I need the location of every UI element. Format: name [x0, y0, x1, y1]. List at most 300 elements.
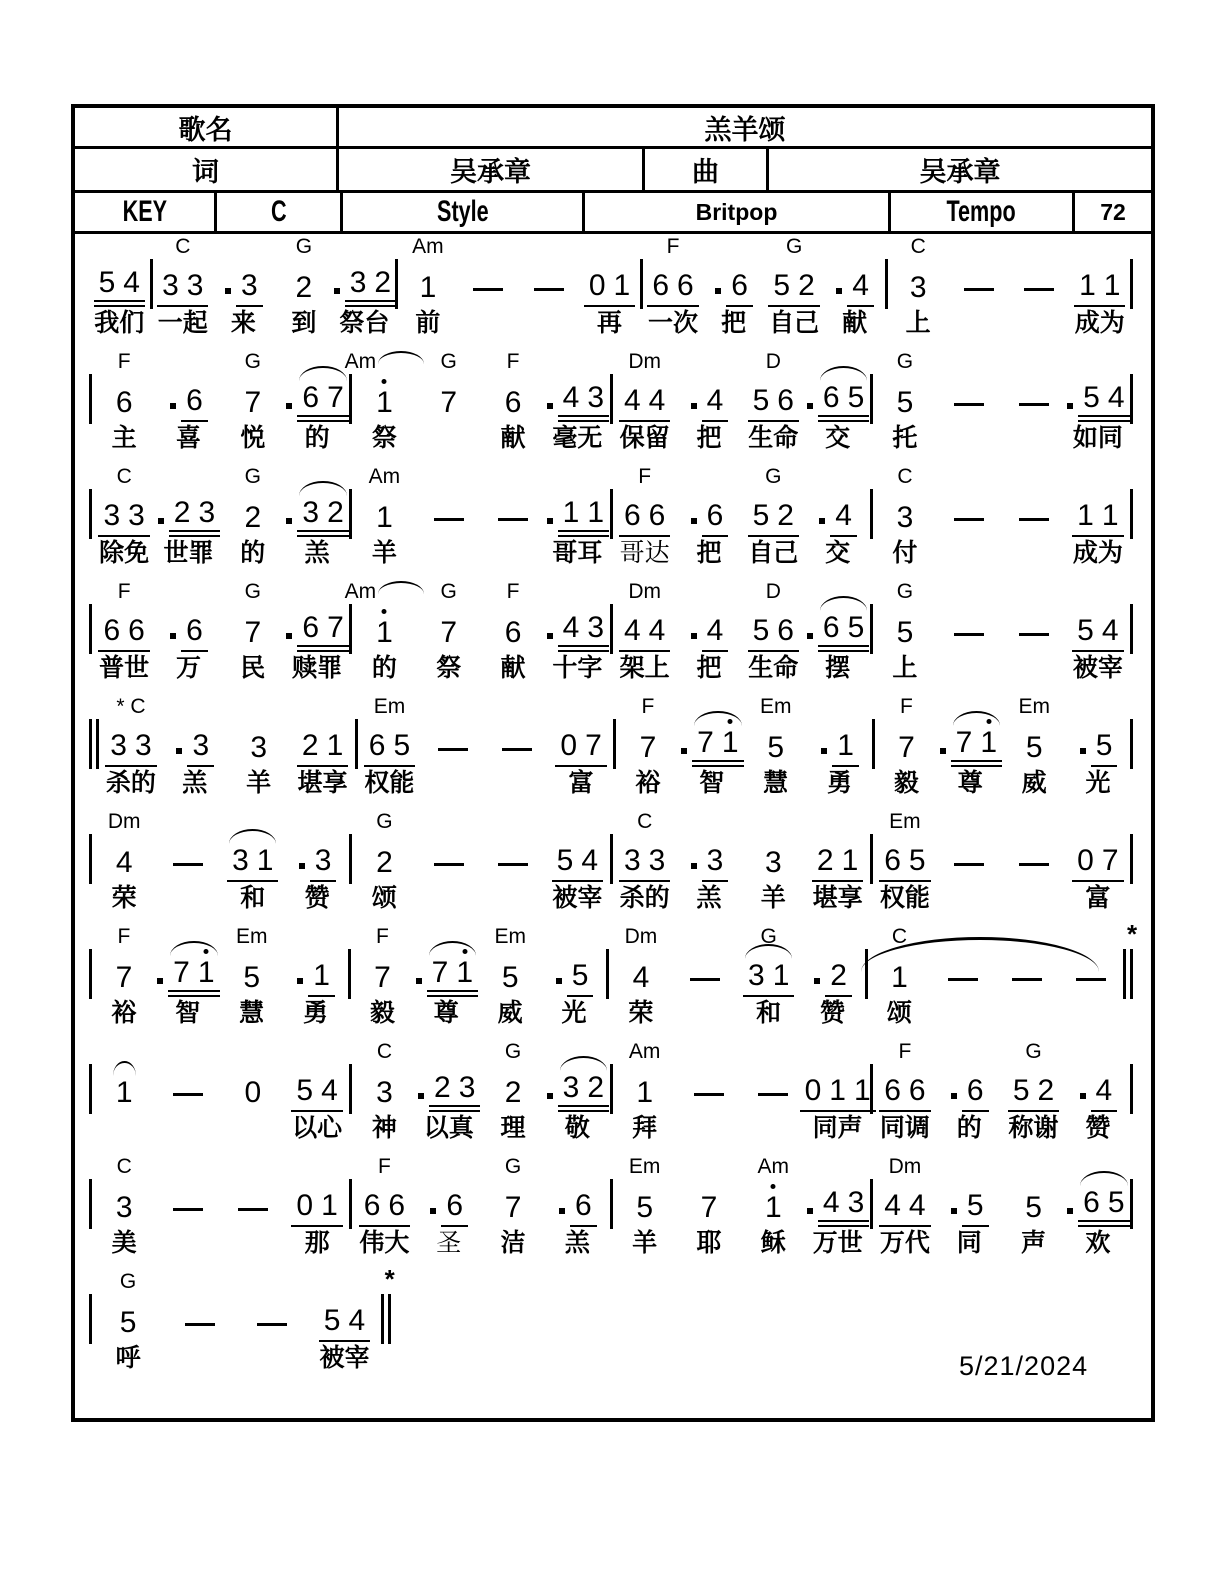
chord-label: [116, 234, 122, 259]
chord-label: Dm: [628, 580, 661, 603]
note-group: [105, 730, 156, 767]
slur-arc: [820, 366, 867, 381]
chord-label: [966, 464, 972, 489]
note-column: [417, 579, 481, 682]
dash-note: [173, 863, 203, 866]
rhythm-dot-icon: [299, 863, 305, 869]
chord-label: G: [1025, 1040, 1042, 1063]
note-row: [111, 1064, 138, 1112]
note-digit: 4: [632, 961, 650, 994]
note-digit: 1: [1079, 269, 1096, 302]
note-digit: 2: [816, 844, 834, 877]
chord-label: [1095, 1039, 1101, 1064]
note-digit: 1: [829, 1074, 846, 1107]
note-column: [1066, 1039, 1130, 1142]
note-group: [181, 615, 208, 652]
note-column: [1066, 809, 1130, 912]
note-group: [94, 267, 145, 307]
note-group: [1072, 615, 1123, 652]
note-group: [825, 960, 852, 997]
note-column: [677, 579, 741, 682]
note-row: [285, 604, 348, 652]
note-group: [291, 1075, 342, 1112]
note-column: [1001, 1039, 1065, 1142]
note-group: [169, 497, 220, 537]
chord-label: F: [117, 350, 131, 373]
chord-label: Em: [889, 810, 921, 833]
note-row: [498, 489, 528, 537]
lyric-text: 上: [905, 309, 931, 337]
note-row: [371, 1064, 398, 1112]
note-digit: 0: [1077, 844, 1094, 877]
lyric-text: 赞: [1085, 1114, 1111, 1142]
note-digit: 3: [198, 496, 216, 529]
lyric-text: [960, 997, 967, 1027]
rhythm-dot-icon: [430, 1208, 436, 1214]
lyric-text: 祭台: [339, 309, 390, 337]
lyric-text: 羔: [304, 539, 330, 567]
chord-label: [966, 809, 972, 834]
note-column: [163, 694, 227, 797]
note-digit: 3: [232, 844, 249, 877]
note-digit: 4: [115, 846, 133, 879]
rhythm-dot-icon: [1080, 748, 1086, 754]
note-column: [805, 809, 869, 912]
lyric-text: 如同: [1072, 424, 1123, 452]
note-column: [677, 809, 741, 912]
note-column: [873, 464, 937, 567]
chord-label: [852, 234, 858, 259]
dash-note: [948, 978, 978, 981]
note-column: [358, 694, 422, 797]
chord-label: [706, 1039, 712, 1064]
note-group: [555, 730, 606, 767]
note-digit: 5: [556, 844, 574, 877]
lyric-text: 万世: [812, 1229, 863, 1257]
note-row: [954, 374, 984, 422]
lyric-text: [966, 882, 973, 912]
note-digit: 5: [773, 269, 791, 302]
note-row: [111, 834, 138, 882]
chord-label: [571, 924, 577, 949]
music-line: [75, 694, 1151, 809]
note-digit: 3: [314, 844, 332, 877]
lyric-text: 堪享: [297, 769, 348, 797]
barline: [381, 1294, 384, 1344]
note-column: [221, 349, 285, 452]
chord-label: C: [637, 810, 653, 833]
note-digit: 2: [376, 846, 393, 879]
chord-label: C: [116, 465, 132, 488]
note-column: [92, 809, 156, 912]
chord-label: F: [117, 925, 131, 948]
note-digit: 3: [302, 496, 320, 529]
note-column: [481, 809, 545, 912]
note-group: [619, 385, 670, 422]
chord-label: G: [896, 580, 914, 603]
rhythm-dot-icon: [418, 1093, 424, 1099]
note-group: [635, 732, 662, 767]
note-column: [805, 349, 869, 452]
note-row: [558, 1179, 597, 1227]
note-digit: 5: [119, 1306, 137, 1339]
lyric-text: [249, 1112, 256, 1142]
note-row: [879, 834, 930, 882]
lyric-text: 荣: [111, 884, 137, 912]
key-label: KEY: [75, 193, 217, 231]
barline: [1130, 834, 1133, 884]
note-row: [748, 374, 799, 422]
note-row: [185, 1294, 215, 1342]
note-digit: 4: [908, 1189, 926, 1222]
note-digit: 6: [186, 614, 203, 647]
lyric-text: 勇: [827, 769, 853, 797]
note-group: [743, 960, 794, 997]
lyric-text: 慧: [763, 769, 789, 797]
note-group: [435, 617, 462, 652]
chord-label: G: [785, 235, 803, 258]
note-digit: 1: [456, 956, 473, 989]
chord-label: [702, 924, 708, 949]
note-row: [680, 719, 743, 767]
note-row: [954, 604, 984, 652]
note-column: [616, 694, 680, 797]
note-group: [892, 617, 919, 652]
dash-note: [758, 1093, 788, 1096]
note-row: [257, 1294, 287, 1342]
note-group: [239, 617, 266, 652]
note-group: [558, 382, 609, 422]
rhythm-dot-icon: [416, 978, 422, 984]
note-digit: 7: [504, 1191, 522, 1224]
note-digit: 4: [1095, 1074, 1113, 1107]
note-row: [157, 489, 220, 537]
note-digit: 2: [374, 266, 392, 299]
chord-label: Em: [1018, 695, 1050, 718]
note-column: [414, 924, 478, 1027]
header-row-meta: [75, 193, 1151, 234]
note-row: [806, 374, 869, 422]
tempo-label: Tempo: [891, 193, 1075, 231]
music-line: [75, 349, 1151, 464]
lyric-text: [485, 307, 492, 337]
chord-label: Am: [345, 579, 425, 604]
note-digit: 7: [700, 1191, 718, 1224]
note-digit: 2: [244, 501, 262, 534]
note-column: [613, 464, 677, 567]
note-digit: 7: [173, 956, 190, 989]
note-row: [111, 949, 138, 997]
note-group: [1020, 1192, 1047, 1227]
lyric-text: 拜: [632, 1114, 658, 1142]
note-column: [213, 234, 274, 337]
note-digit: 1: [764, 1191, 782, 1224]
note-row: [694, 1064, 724, 1112]
note-digit: 4: [648, 614, 666, 647]
rhythm-dot-icon: [940, 748, 946, 754]
note-column: [1066, 464, 1130, 567]
lyric-text: 荣: [628, 999, 654, 1027]
lyric-text: 那: [304, 1229, 330, 1257]
note-digit: 4: [648, 384, 666, 417]
note-row: [371, 834, 398, 882]
note-digit: 6: [706, 499, 724, 532]
chord-label: C: [891, 925, 908, 948]
lyric-text: 普世: [99, 654, 150, 682]
note-digit: 3: [847, 1186, 865, 1219]
rhythm-dot-icon: [547, 633, 553, 639]
note-digit: 5: [501, 961, 519, 994]
note-digit: 4: [321, 1074, 338, 1107]
note-column: [609, 924, 673, 1027]
note-column: [481, 349, 545, 452]
dash-note: [173, 1093, 203, 1096]
rhythm-dot-icon: [821, 748, 827, 754]
slur-arc: [560, 1056, 607, 1071]
dash-note: [498, 863, 528, 866]
note-digit: 2: [434, 1071, 451, 1104]
double-barline: [381, 1264, 395, 1344]
note-digit: 1: [841, 844, 859, 877]
note-group: [832, 730, 859, 767]
note-row: [690, 604, 729, 652]
note-digit: 6: [363, 1189, 381, 1222]
note-column: [613, 1039, 677, 1142]
lyric-text: 架上: [619, 654, 670, 682]
chord-label: Em: [373, 695, 406, 718]
note-row: [434, 489, 464, 537]
note-column: [156, 349, 220, 452]
note-digit: 5: [571, 959, 589, 992]
chord-label: [446, 809, 452, 834]
note-group: [500, 387, 527, 422]
note-digit: 6: [115, 386, 133, 419]
note-column: [92, 924, 156, 1027]
note-group: [818, 612, 869, 652]
note-column: [417, 1039, 481, 1142]
note-column: [1009, 234, 1070, 337]
note-group: [297, 382, 348, 422]
note-digit: 6: [103, 614, 121, 647]
chord-label: [1036, 234, 1042, 259]
lyric-text: 被宰: [319, 1344, 370, 1372]
chord-label: G: [244, 465, 261, 488]
dash-note: [1012, 978, 1042, 981]
lyric-text: 生命: [748, 654, 799, 682]
note-column: [1001, 1154, 1065, 1257]
note-row: [1066, 374, 1129, 422]
lyric-text: 羊: [632, 1229, 658, 1257]
lyric-text: 同: [956, 1229, 982, 1257]
note-row: [173, 1179, 203, 1227]
note-group: [371, 1077, 398, 1112]
note-group: [768, 270, 819, 307]
barline: [1130, 1179, 1133, 1229]
note-column: [873, 349, 937, 452]
note-column: [643, 234, 704, 337]
note-group: [111, 962, 138, 997]
note-row: [950, 1064, 989, 1112]
chord-label: F: [898, 1040, 912, 1063]
note-digit: 7: [244, 616, 262, 649]
note-digit: 1: [115, 1076, 133, 1109]
lyric-text: 生命: [748, 424, 799, 452]
dash-note: [1076, 978, 1106, 981]
note-column: [92, 349, 156, 452]
chord-label: [514, 694, 520, 719]
note-row: [105, 719, 156, 767]
note-row: [169, 604, 208, 652]
note-row: [762, 719, 789, 767]
note-column: [285, 809, 349, 912]
chord-label: G: [295, 235, 313, 258]
note-column: [481, 464, 545, 567]
note-column: [285, 1154, 349, 1257]
note-group: [702, 845, 729, 882]
note-row: [760, 834, 787, 882]
note-digit: 2: [1037, 1074, 1055, 1107]
lyric-text: 一起: [157, 309, 208, 337]
note-column: [153, 234, 214, 337]
note-column: [680, 694, 744, 797]
note-digit: 0: [244, 1076, 262, 1109]
note-row: [285, 489, 348, 537]
note-column: [937, 1039, 1001, 1142]
note-digit: 6: [623, 499, 641, 532]
lyric-text: [249, 1227, 256, 1257]
note-column: [545, 1154, 609, 1257]
dash-note: [434, 863, 464, 866]
chord-label: [578, 694, 584, 719]
lyric-text: 毅: [893, 769, 919, 797]
note-digit: 6: [575, 1189, 592, 1222]
chord-label: F: [506, 580, 520, 603]
rhythm-dot-icon: [170, 403, 176, 409]
note-row: [227, 834, 278, 882]
lyric-text: 羔: [182, 769, 208, 797]
lyric-text: 赞: [820, 999, 846, 1027]
note-column: [417, 809, 481, 912]
note-digit: 0: [560, 729, 578, 762]
note-group: [552, 845, 603, 882]
chord-label: G: [760, 925, 777, 948]
note-column: [937, 349, 1001, 452]
note-group: [227, 845, 278, 882]
note-digit: 3: [587, 381, 605, 414]
lyric-text: [514, 767, 521, 797]
chord-label: [186, 1039, 192, 1064]
note-digit: 5: [896, 616, 914, 649]
lyric-text: 裕: [111, 999, 137, 1027]
slur-arc: [820, 596, 867, 611]
note-column: [481, 1039, 545, 1142]
chord-label: Em: [235, 925, 268, 948]
note-row: [1019, 489, 1049, 537]
note-digit: 4: [348, 1304, 366, 1337]
dash-note: [954, 633, 984, 636]
rhythm-dot-icon: [715, 288, 721, 294]
note-row: [546, 1064, 609, 1112]
note-group: [696, 1192, 723, 1227]
dash-note: [434, 518, 464, 521]
note-group: [800, 1075, 876, 1112]
lyric-text: 羔: [564, 1229, 590, 1257]
note-digit: 5: [1025, 731, 1043, 764]
chord-label: [835, 809, 841, 834]
note-digit: 3: [103, 499, 121, 532]
note-digit: 7: [327, 381, 344, 414]
double-barline: [89, 719, 99, 769]
chord-label: [186, 809, 192, 834]
dash-note: [954, 863, 984, 866]
lyric-text: 民: [240, 654, 266, 682]
note-row: [435, 604, 462, 652]
rhythm-dot-icon: [814, 978, 820, 984]
song-name-label: 歌名: [75, 108, 339, 146]
note-group: [818, 382, 869, 422]
note-column: [285, 1039, 349, 1142]
note-digit: 3: [110, 729, 127, 762]
lyric-text: 呼: [115, 1344, 141, 1372]
dash-note: [238, 1208, 268, 1211]
chord-label: F: [117, 580, 131, 603]
note-digit: 6: [446, 1189, 464, 1222]
chord-label: [1095, 579, 1101, 604]
note-row: [760, 1179, 787, 1227]
note-column: [1066, 349, 1130, 452]
note-column: [1066, 694, 1130, 797]
note-row: [714, 259, 753, 307]
chord-label: [314, 1154, 320, 1179]
double-barline: [1123, 919, 1138, 999]
note-row: [954, 489, 984, 537]
note-column: [221, 1154, 285, 1257]
chord-label: C: [175, 235, 191, 258]
note-column: [741, 464, 805, 567]
segno-star: *: [1127, 919, 1138, 949]
chord-label: F: [666, 235, 680, 258]
note-digit: 7: [585, 729, 602, 762]
note-column: [875, 694, 939, 797]
note-column: [873, 579, 937, 682]
note-row: [239, 1064, 266, 1112]
note-column: [1066, 1154, 1130, 1257]
note-digit: 4: [562, 381, 580, 414]
barline: [1130, 259, 1133, 309]
rhythm-dot-icon: [951, 1208, 957, 1214]
note-group: [187, 730, 214, 767]
note-digit: 1: [376, 386, 393, 419]
note-column: [417, 1154, 481, 1257]
note-row: [584, 259, 635, 307]
note-group: [748, 615, 799, 652]
note-column: [1001, 579, 1065, 682]
note-digit: 2: [295, 271, 313, 304]
note-row: [333, 259, 396, 307]
note-row: [111, 1179, 138, 1227]
note-row: [245, 719, 272, 767]
note-group: [647, 270, 698, 307]
chord-label: [1097, 234, 1103, 259]
lyric-text: 把: [696, 654, 722, 682]
lyric-text: 智: [699, 769, 725, 797]
note-row: [892, 604, 919, 652]
note-digit: 5: [1107, 1186, 1125, 1219]
note-group: [905, 272, 932, 307]
chord-label: [1088, 924, 1094, 949]
chord-label: [731, 234, 737, 259]
barline: [1130, 489, 1133, 539]
